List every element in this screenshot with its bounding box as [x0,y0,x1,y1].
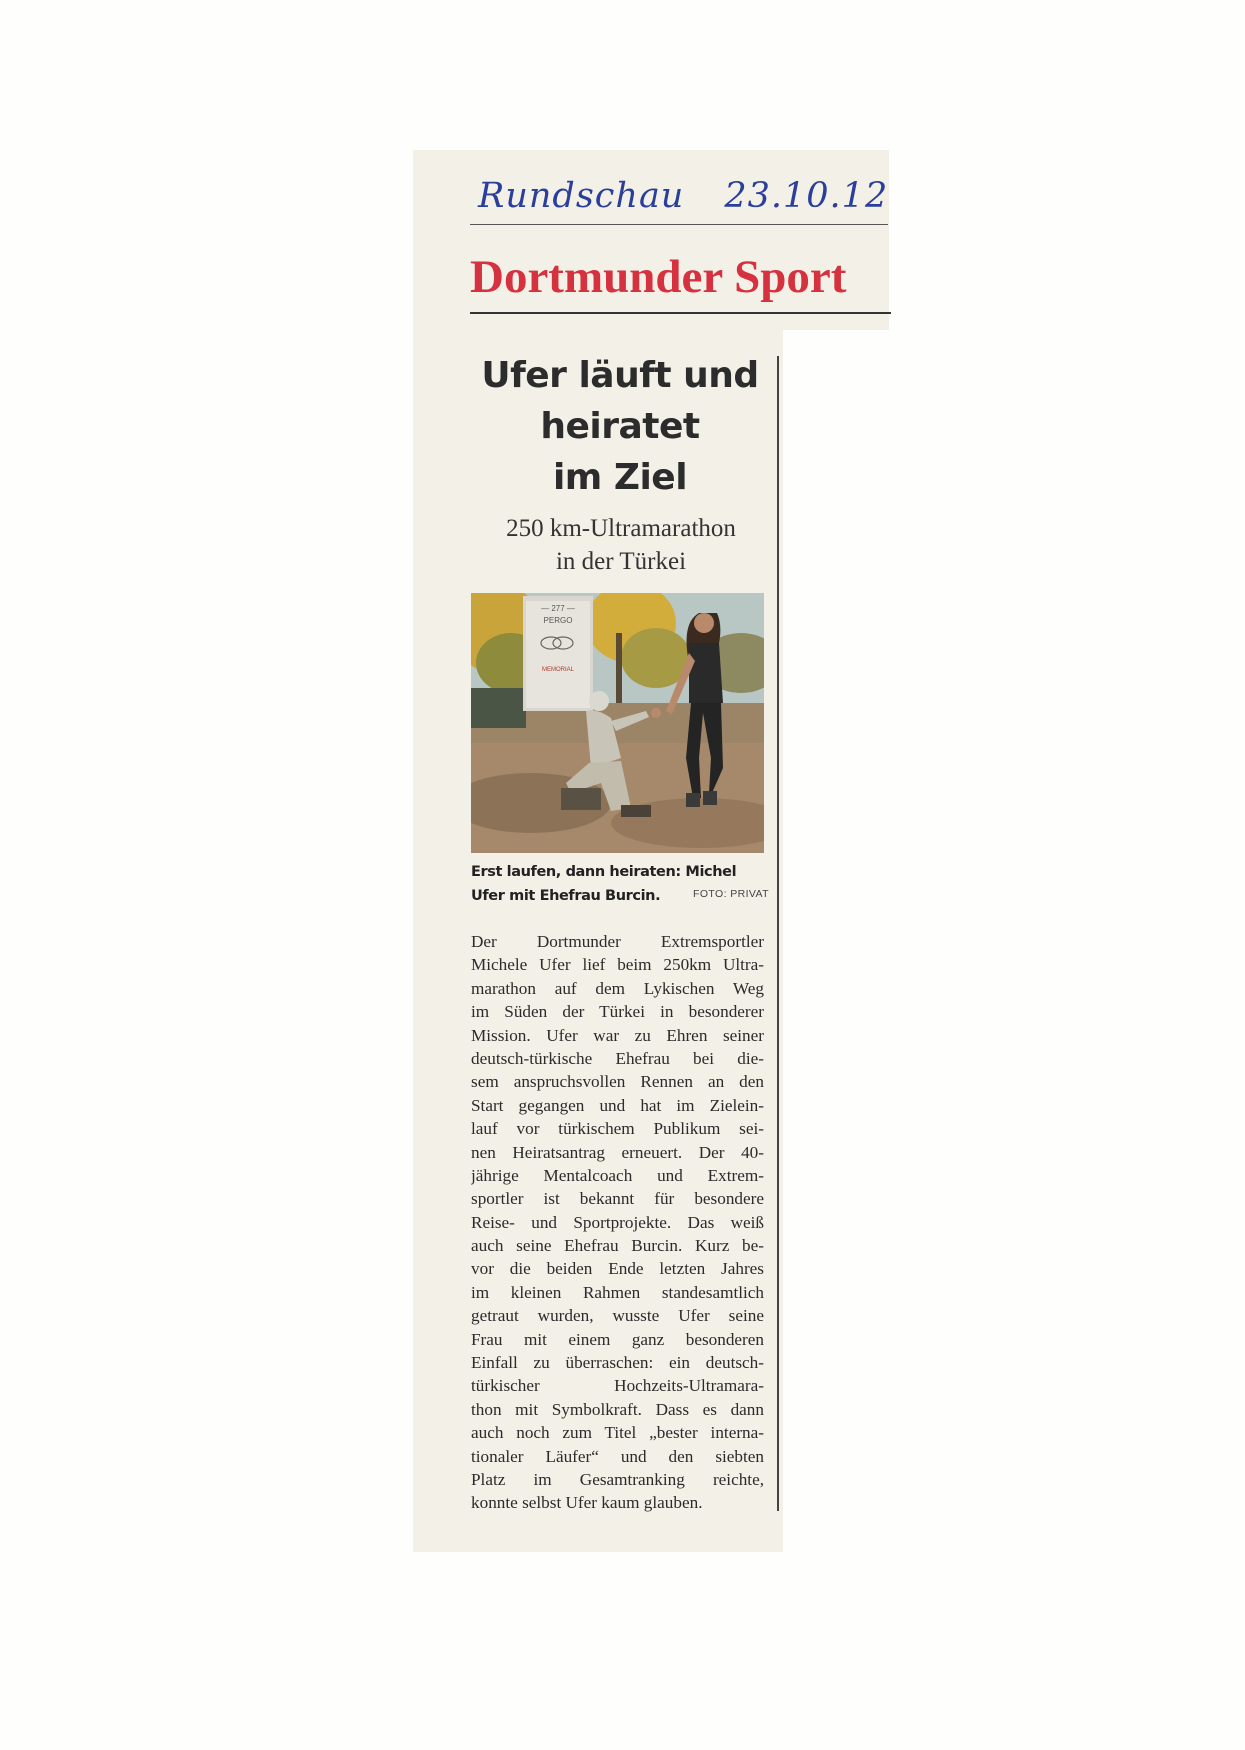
body-line: Platz im Gesamtranking reichte, [471,1469,764,1489]
handwritten-date: 23.10.12 [724,176,889,216]
body-line: Michele Ufer lief beim 250km Ultra- [471,955,764,975]
headline [470,350,770,503]
body-line: konnte selbst Ufer kaum glauben. [471,1493,703,1513]
handwriting-rule [470,224,888,225]
body-line: im kleinen Rahmen standesamtlich [471,1282,764,1302]
photo-caption: Erst laufen, dann heiraten: Michel Ufer mit Ehefrau Burcin. [471,864,737,904]
handwritten-source: Rundschau [478,176,685,216]
body-line: lauf vor türkischem Publikum sei- [471,1119,764,1139]
body-line: Frau mit einem ganz besonderen [471,1329,764,1349]
headline-line: heiratet [540,406,700,447]
body-line: Der Dortmunder Extremsportler [471,932,764,951]
body-line: getraut wurden, wusste Ufer seine [471,1306,764,1326]
photo-runner-proposal-illustration [471,593,764,853]
subheadline [462,512,780,578]
body-line: Start gegangen und hat im Zielein- [471,1095,764,1115]
section-rule [470,312,891,314]
photo-credit: FOTO: PRIVAT [693,888,769,900]
body-line: im Süden der Türkei in besonderer [471,1002,764,1022]
subheadline-line: in der Türkei [555,548,687,575]
body-line: nen Heiratsantrag erneuert. Der 40- [471,1142,764,1162]
body-line: Einfall zu überraschen: ein deutsch- [471,1353,764,1373]
headline-line: im Ziel [552,457,688,498]
section-title: Dortmunder Sport [470,251,847,303]
body-line: auch noch zum Titel „bester interna- [471,1423,764,1443]
headline-line: Ufer läuft und [481,355,759,396]
body-line: sportler ist bekannt für besondere [471,1189,764,1209]
body-line: jährige Mentalcoach und Extrem- [471,1165,764,1185]
body-line: thon mit Symbolkraft. Dass es dann [471,1399,764,1419]
body-line: marathon auf dem Lykischen Weg [471,978,764,998]
body-line: tionaler Läufer“ und den siebten [471,1446,764,1466]
sign-text: — 277 — [541,604,575,613]
handwritten-source-note [478,176,888,216]
article-photo [471,593,764,853]
body-line: türkischer Hochzeits-Ultramara- [471,1376,764,1396]
body-line: Reise- und Sportprojekte. Das weiß [471,1212,764,1232]
sign-text: PERGO [543,616,573,625]
body-line: Mission. Ufer war zu Ehren seiner [471,1025,764,1045]
body-line: sem anspruchsvollen Rennen an den [471,1072,764,1092]
body-line: auch seine Ehefrau Burcin. Kurz be- [471,1236,764,1256]
body-line: deutsch-türkische Ehefrau bei die- [471,1048,764,1068]
sign-text: MEMORIAL [541,667,575,673]
body-line: vor die beiden Ende letzten Jahres [471,1259,764,1279]
article-body [471,930,764,1515]
subheadline-line: 250 km-Ultramarathon [506,515,736,542]
